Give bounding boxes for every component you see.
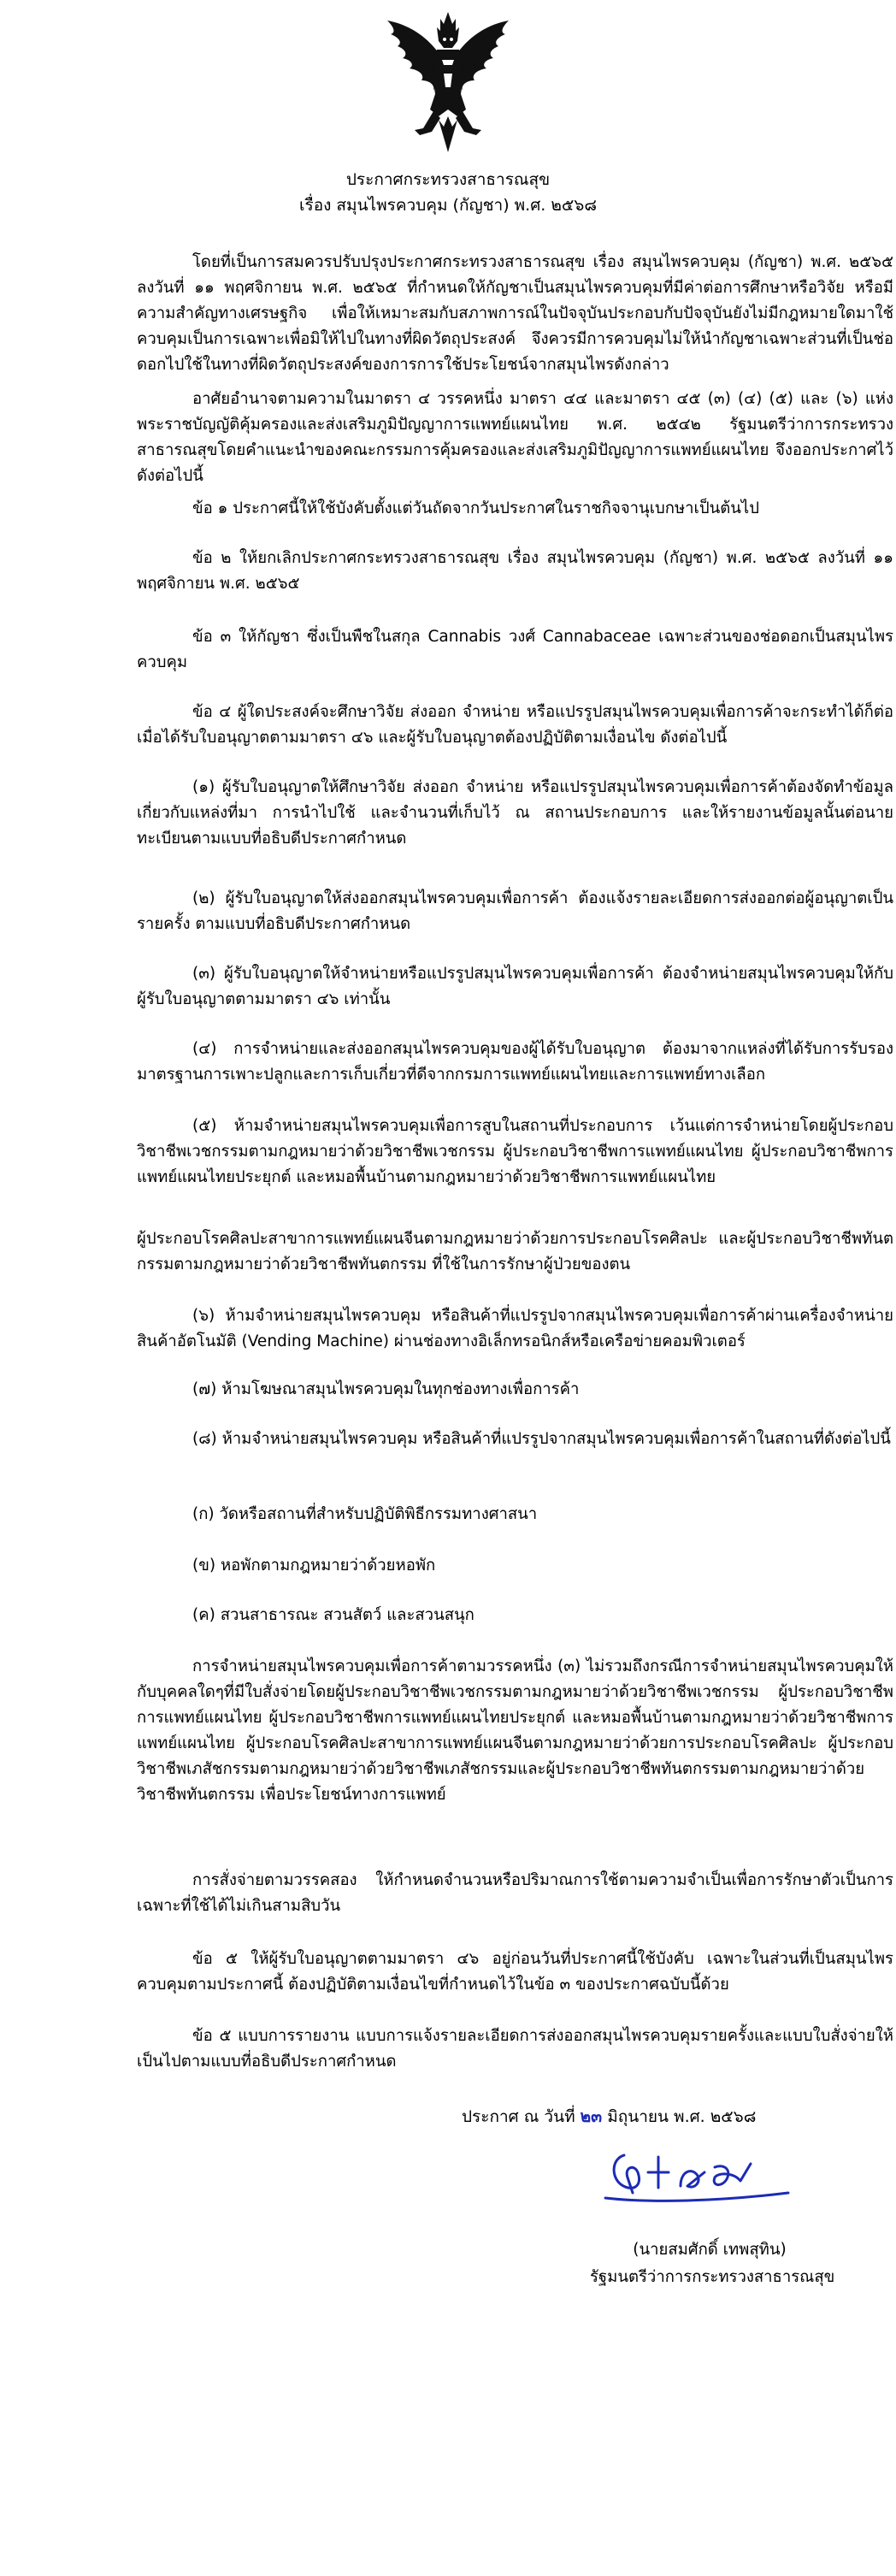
date-prefix: ประกาศ ณ วันที่ xyxy=(462,2107,575,2126)
date-day: ๒๓ xyxy=(580,2107,603,2126)
clause-4-item-1: (๑) ผู้รับใบอนุญาตให้ศึกษาวิจัย ส่งออก จำหน่าย หรือแปรรูปสมุนไพรควบคุมเพื่อการค้าต้องจัดทำข้อมูลเกี่ยวกับแหล่งที่มา การนำไปใช้ และจำนวนที่เก็บไว้ ณ สถานประกอบการ และให้รายงานข้อมูลนั้นต่อนายทะเบียนตามแบบที่อธิบดีประกาศกำหนด xyxy=(137,778,893,848)
clause-4-item-3: (๓) ผู้รับใบอนุญาตให้จำหน่ายหรือแปรรูปสมุนไพรควบคุมเพื่อการค้า ต้องจำหน่ายสมุนไพรควบคุมให้กับผู้รับใบอนุญาตตามมาตรา ๔๖ เท่านั้น xyxy=(137,965,893,1008)
preamble-paragraph: โดยที่เป็นการสมควรปรับปรุงประกาศกระทรวงสาธารณสุข เรื่อง สมุนไพรควบคุม (กัญชา) พ.ศ. ๒๕๖๕ ลงวันที่ ๑๑ พฤศจิกายน พ.ศ. ๒๕๖๕ ที่กำหนดให้กัญชาเป็นสมุนไพรควบคุมที่มีค่าต่อการศึกษาหรือวิจัย หรือมีความสำคัญทางเศรษฐกิจ เพื่อให้เหมาะสมกับสภาพการณ์ในปัจจุบันประกอบกับปัจจุบันยังไม่มีกฎหมายใดมาใช้ควบคุมเป็นการเฉพาะเพื่อมิให้ไปในทางที่ผิดวัตถุประสงค์ จึงควรมีการควบคุมไม่ให้นำกัญชาเฉพาะส่วนที่เป็นช่อดอกไปใช้ในทางที่ผิดวัตถุประสงค์ของการการใช้ประโยชน์จากสมุนไพรดังกล่าว xyxy=(137,253,893,374)
clause-4-item-5: (๕) ห้ามจำหน่ายสมุนไพรควบคุมเพื่อการสูบในสถานที่ประกอบการ เว้นแต่การจำหน่ายโดยผู้ประกอบวิชาชีพเวชกรรมตามกฎหมายว่าด้วยวิชาชีพเวชกรรม ผู้ประกอบวิชาชีพการแพทย์แผนไทย ผู้ประกอบวิชาชีพการแพทย์แผนไทยประยุกต์ และหมอพื้นบ้านตามกฎหมายว่าด้วยวิชาชีพการแพทย์แผนไทย xyxy=(137,1117,893,1186)
clause-3: ข้อ ๓ ให้กัญชา ซึ่งเป็นพืชในสกุล Cannabis วงศ์ Cannabaceae เฉพาะส่วนของช่อดอกเป็นสมุนไพรควบคุม xyxy=(137,628,893,671)
clause-4-item-7: (๗) ห้ามโฆษณาสมุนไพรควบคุมในทุกช่องทางเพื่อการค้า xyxy=(192,1380,580,1398)
signer-name: (นายสมศักดิ์ เทพสุทิน) xyxy=(633,2241,787,2259)
clause-2: ข้อ ๒ ให้ยกเลิกประกาศกระทรวงสาธารณสุข เรื่อง สมุนไพรควบคุม (กัญชา) พ.ศ. ๒๕๖๕ ลงวันที่ ๑๑ พฤศจิกายน พ.ศ. ๒๕๖๕ xyxy=(137,549,893,593)
prescription-paragraph: การจำหน่ายสมุนไพรควบคุมเพื่อการค้าตามวรรคหนึ่ง (๓) ไม่รวมถึงกรณีการจำหน่ายสมุนไพรควบคุมให้กับบุคคลใดๆที่มีใบสั่งจ่ายโดยผู้ประกอบวิชาชีพเวชกรรมตามกฎหมายว่าด้วยวิชาชีพเวชกรรม ผู้ประกอบวิชาชีพการแพทย์แผนไทย ผู้ประกอบวิชาชีพการแพทย์แผนไทยประยุกต์ และหมอพื้นบ้านตามกฎหมายว่าด้วยวิชาชีพการแพทย์แผนไทย ผู้ประกอบโรคศิลปะสาขาการแพทย์แผนจีนตามกฎหมายว่าด้วยการประกอบโรคศิลปะ ผู้ประกอบวิชาชีพเภสัชกรรมตามกฎหมายว่าด้วยวิชาชีพเภสัชกรรมและผู้ประกอบวิชาชีพทันตกรรมตามกฎหมายว่าด้วยวิชาชีพทันตกรรม เพื่อประโยชน์ทางการแพทย์ xyxy=(137,1657,893,1804)
clause-5-forms: ข้อ ๕ แบบการรายงาน แบบการแจ้งรายละเอียดการส่งออกสมุนไพรควบคุมรายครั้งและแบบใบสั่งจ่ายให้เป็นไปตามแบบที่อธิบดีประกาศกำหนด xyxy=(137,2027,893,2071)
sub-item-kho: (ข) หอพักตามกฎหมายว่าด้วยหอพัก xyxy=(192,1557,436,1575)
clause-4-item-8: (๘) ห้ามจำหน่ายสมุนไพรควบคุม หรือสินค้าที่แปรรูปจากสมุนไพรควบคุมเพื่อการค้าในสถานที่ดังต่อไปนี้ xyxy=(192,1430,891,1448)
clause-1: ข้อ ๑ ประกาศนี้ให้ใช้บังคับตั้งแต่วันถัดจากวันประกาศในราชกิจจานุเบกษาเป็นต้นไป xyxy=(192,499,759,517)
announcement-date xyxy=(462,2104,889,2130)
garuda-emblem-icon xyxy=(382,9,514,156)
signer-title: รัฐมนตรีว่าการกระทรวงสาธารณสุข xyxy=(590,2268,835,2286)
document-title: ประกาศกระทรวงสาธารณสุข xyxy=(345,170,551,189)
clause-4: ข้อ ๔ ผู้ใดประสงค์จะศึกษาวิจัย ส่งออก จำหน่าย หรือแปรรูปสมุนไพรควบคุมเพื่อการค้าจะกระทำได้ก็ต่อเมื่อได้รับใบอนุญาตตามมาตรา ๔๖ และผู้รับใบอนุญาตต้องปฏิบัติตามเงื่อนไข ดังต่อไปนี้ xyxy=(137,703,893,747)
date-suffix: มิถุนายน พ.ศ. ๒๕๖๘ xyxy=(607,2107,757,2126)
clause-4-item-4: (๔) การจำหน่ายและส่งออกสมุนไพรควบคุมของผู้ได้รับใบอนุญาต ต้องมาจากแหล่งที่ได้รับการรับรองมาตรฐานการเพาะปลูกและการเก็บเกี่ยวที่ดีจากกรมการแพทย์แผนไทยและการแพทย์ทางเลือก xyxy=(137,1040,893,1084)
clause-5-transitional: ข้อ ๕ ให้ผู้รับใบอนุญาตตามมาตรา ๔๖ อยู่ก่อนวันที่ประกาศนี้ใช้บังคับ เฉพาะในส่วนที่เป็นสมุนไพรควบคุมตามประกาศนี้ ต้องปฏิบัติตามเงื่อนไขที่กำหนดไว้ในข้อ ๓ ของประกาศฉบับนี้ด้วย xyxy=(137,1950,893,1994)
handwritten-signature xyxy=(598,2138,795,2215)
document-subject: เรื่อง สมุนไพรควบคุม (กัญชา) พ.ศ. ๒๕๖๘ xyxy=(299,196,597,215)
clause-4-item-2: (๒) ผู้รับใบอนุญาตให้ส่งออกสมุนไพรควบคุมเพื่อการค้า ต้องแจ้งรายละเอียดการส่งออกต่อผู้อนุญาตเป็นรายครั้ง ตามแบบที่อธิบดีประกาศกำหนด xyxy=(137,889,893,933)
sub-item-kho-khwai: (ค) สวนสาธารณะ สวนสัตว์ และสวนสนุก xyxy=(192,1606,475,1624)
prescription-duration-paragraph: การสั่งจ่ายตามวรรคสอง ให้กำหนดจำนวนหรือปริมาณการใช้ตามความจำเป็นเพื่อการรักษาตัวเป็นการเฉพาะที่ใช้ได้ไม่เกินสามสิบวัน xyxy=(137,1871,893,1915)
clause-4-item-6: (๖) ห้ามจำหน่ายสมุนไพรควบคุม หรือสินค้าที่แปรรูปจากสมุนไพรควบคุมเพื่อการค้าผ่านเครื่องจำหน่ายสินค้าอัตโนมัติ (Vending Machine) ผ่านช่องทางอิเล็กทรอนิกส์หรือเครือข่ายคอมพิวเตอร์ xyxy=(137,1307,893,1350)
clause-4-item-5-continued: ผู้ประกอบโรคศิลปะสาขาการแพทย์แผนจีนตามกฎหมายว่าด้วยการประกอบโรคศิลปะ และผู้ประกอบวิชาชีพทันตกรรมตามกฎหมายว่าด้วยวิชาชีพทันตกรรม ที่ใช้ในการรักษาผู้ป่วยของตน xyxy=(137,1230,893,1273)
authority-paragraph: อาศัยอำนาจตามความในมาตรา ๔ วรรคหนึ่ง มาตรา ๔๔ และมาตรา ๔๕ (๓) (๔) (๕) และ (๖) แห่งพระราชบัญญัติคุ้มครองและส่งเสริมภูมิปัญญาการแพทย์แผนไทย พ.ศ. ๒๕๔๒ รัฐมนตรีว่าการกระทรวงสาธารณสุขโดยคำแนะนำของคณะกรรมการคุ้มครองและส่งเสริมภูมิปัญญาการแพทย์แผนไทย จึงออกประกาศไว้ดังต่อไปนี้ xyxy=(137,390,893,485)
sub-item-ko: (ก) วัดหรือสถานที่สำหรับปฏิบัติพิธีกรรมทางศาสนา xyxy=(192,1505,538,1523)
